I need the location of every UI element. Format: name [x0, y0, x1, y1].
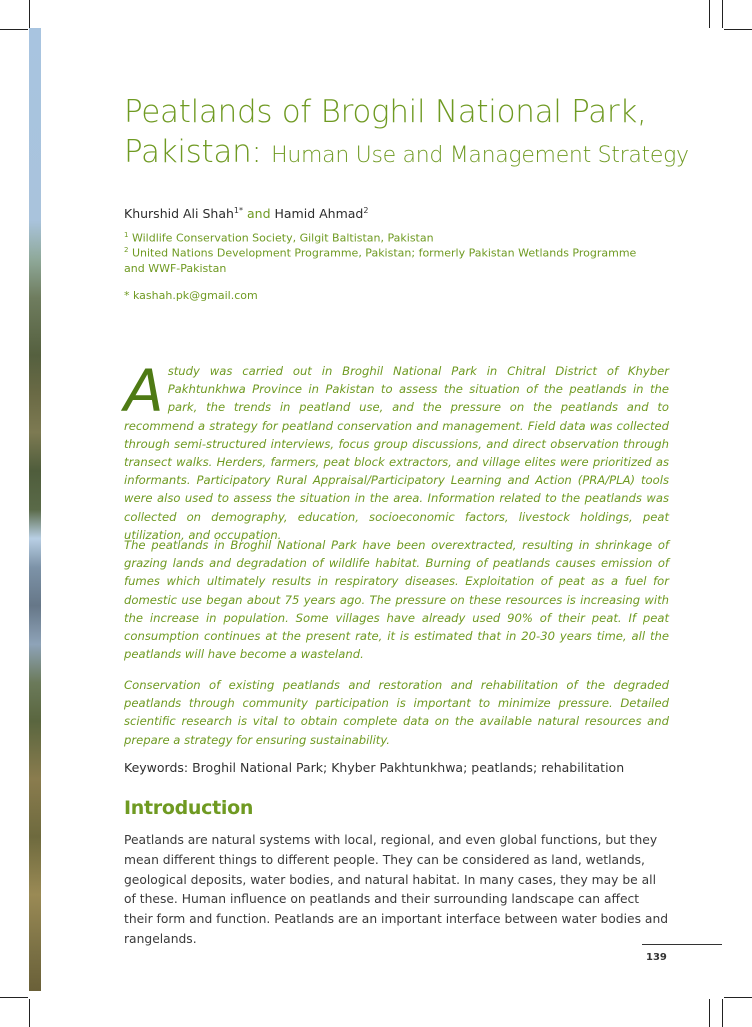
crop-mark: [722, 0, 723, 28]
affiliation-text: Wildlife Conservation Society, Gilgit Baltistan, Pakistan: [131, 231, 434, 245]
page-number: 139: [646, 952, 667, 963]
author-2: Hamid Ahmad: [274, 206, 364, 222]
title-subtitle: Human Use and Management Strategy: [271, 143, 689, 168]
author-2-sup: 2: [363, 206, 369, 215]
crop-mark: [722, 999, 723, 1027]
author-line: [124, 206, 368, 221]
side-photo-strip: [29, 28, 41, 991]
crop-mark: [709, 0, 710, 28]
crop-mark: [29, 0, 30, 28]
title-line-1: Peatlands of Broghil National Park,: [124, 94, 647, 130]
page-number-rule: [642, 944, 722, 945]
author-and: and: [246, 206, 271, 222]
crop-mark: [0, 997, 28, 998]
abstract-paragraph-1: [124, 357, 669, 544]
paper-title: [124, 92, 704, 176]
affiliation-2: [124, 243, 644, 276]
corresponding-email: * kashah.pk@gmail.com: [124, 289, 258, 302]
affiliation-sup: 2: [124, 246, 129, 254]
abstract-text-1: study was carried out in Broghil National Park in Chitral District of Khyber Pakhtunkhwa Province in Pakistan to assess the situation of the peatlands in the park, the trends in peatland use, and the pressure on the peatlands and to recommend a strategy for peatland conservation and management. Field data was collected through semi-structured interviews, focus group discussions, and direct observation through transect walks. Herders, farmers, peat block extractors, and village elites were prioritized as informants. Participatory Rural Appraisal/Participatory Learning and Action (PRA/PLA) tools were also used to assess the situation in the area. Information related to the peatlands was collected on demography, education, socioeconomic factors, livestock holdings, peat utilization, and occupation.: [124, 364, 669, 542]
author-1-sup: 1*: [233, 206, 243, 215]
title-line-2: [124, 132, 704, 176]
crop-mark: [709, 999, 710, 1027]
title-main: Pakistan:: [124, 134, 262, 170]
keywords-label: Keywords:: [124, 760, 189, 775]
keywords-text: Broghil National Park; Khyber Pakhtunkhwa; peatlands; rehabilitation: [192, 760, 625, 775]
section-heading-introduction: Introduction: [124, 797, 254, 819]
abstract-paragraph-3: Conservation of existing peatlands and restoration and rehabilitation of the degraded peatlands through community participation is important to minimize pressure. Detailed scientific research is vital to obtain complete data on the available natural resources and prepare a strategy for ensuring sustainability.: [124, 678, 669, 747]
abstract-paragraph-2: The peatlands in Broghil National Park have been overextracted, resulting in shrinkage of grazing lands and degradation of wildlife habitat. Burning of peatlands causes emission of fumes which ultimately results in respiratory diseases. Exploitation of peat as a fuel for domestic use began about 75 years ago. The pressure on these resources is increasing with the increase in population. Some villages have already used 90% of their peat. If peat consumption continues at the present rate, it is estimated that in 20-30 years time, all the peatlands will have become a wasteland.: [124, 538, 669, 662]
author-1: Khurshid Ali Shah: [124, 206, 234, 222]
crop-mark: [0, 29, 28, 30]
introduction-paragraph: Peatlands are natural systems with local, regional, and even global functions, but they mean different things to different people. They can be considered as land, wetlands, geological deposits, water bodies, and natural habitat. In many cases, they may be all of these. Human influence on peatlands and their surrounding landscape can affect their form and function. Peatlands are an important interface between water bodies and rangelands.: [124, 833, 669, 946]
affiliation-text: United Nations Development Programme, Pakistan; formerly Pakistan Wetlands Programme and WWF-Pakistan: [124, 246, 637, 275]
drop-cap: A: [124, 357, 164, 425]
affiliation-sup: 1: [124, 231, 129, 239]
crop-mark: [724, 29, 752, 30]
keywords: [124, 760, 624, 775]
crop-mark: [724, 997, 752, 998]
crop-mark: [29, 999, 30, 1027]
